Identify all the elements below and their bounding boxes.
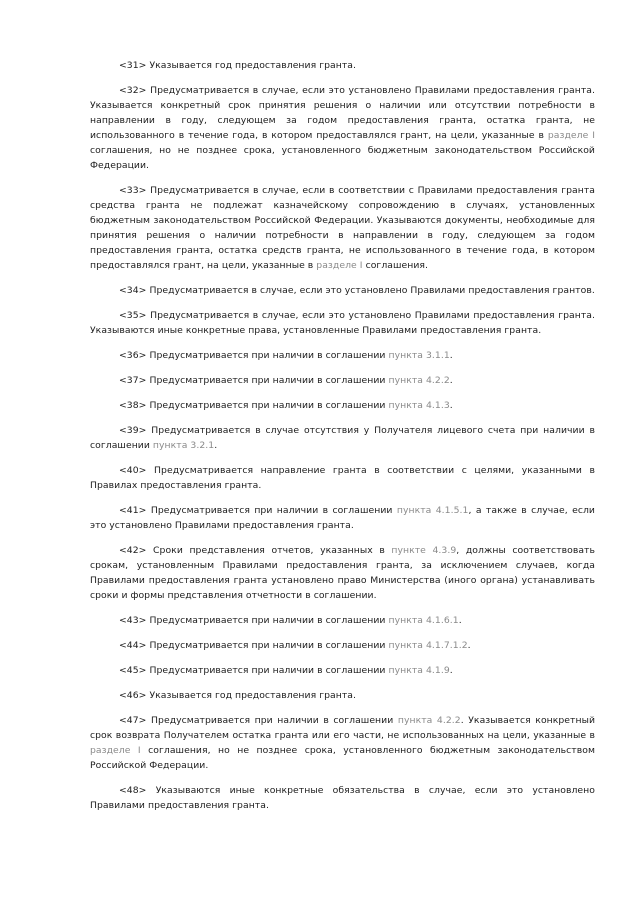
note-text: <44> Предусматривается при наличии в соглашении [119, 640, 389, 651]
note-text: , должны соответствовать срокам, установленным Правилами предоставления гранта, за исключением случаев, когда Правилами предоставления гранта установлено право Министерства (иного органа) устанавливать сроки и формы представления отчетности в соглашении. [90, 545, 595, 601]
reference-link[interactable]: пункта 3.1.1 [388, 350, 450, 361]
note-text: . [449, 350, 453, 361]
footnote-32 [90, 83, 595, 173]
note-text: <48> Указываются иные конкретные обязательства в случае, если это установлено Правилами предоставления гранта. [90, 785, 595, 811]
footnote-48 [90, 783, 595, 813]
note-text: <46> Указывается год предоставления гранта. [119, 690, 356, 701]
footnotes-page [90, 58, 595, 813]
reference-link[interactable]: пункта 4.1.5.1 [396, 505, 469, 516]
note-text: . [449, 375, 453, 386]
footnote-40 [90, 463, 595, 493]
note-text: <31> Указывается год предоставления гранта. [119, 60, 356, 71]
footnote-44 [90, 638, 595, 653]
footnote-46 [90, 688, 595, 703]
note-text: <45> Предусматривается при наличии в соглашении [119, 665, 389, 676]
note-text: соглашения, но не позднее срока, установленного бюджетным законодательством Российской Федерации. [90, 745, 595, 771]
note-text: <38> Предусматривается при наличии в соглашении [119, 400, 389, 411]
note-text: соглашения, но не позднее срока, установленного бюджетным законодательством Российской Федерации. [90, 145, 595, 171]
footnote-45 [90, 663, 595, 678]
reference-link[interactable]: пункта 4.1.7.1.2 [388, 640, 468, 651]
note-text: <37> Предусматривается при наличии в соглашении [119, 375, 389, 386]
reference-link[interactable]: разделе I [316, 260, 363, 271]
note-text: <47> Предусматривается при наличии в соглашении [119, 715, 398, 726]
footnote-37 [90, 373, 595, 388]
note-text: соглашения. [362, 260, 429, 271]
reference-link[interactable]: пункта 4.2.2 [388, 375, 450, 386]
reference-link[interactable]: пункта 4.1.9 [388, 665, 450, 676]
note-text: . [449, 400, 453, 411]
note-text: <35> Предусматривается в случае, если это установлено Правилами предоставления гранта. Указываются иные конкретные права, установленные Правилами предоставления гранта. [90, 310, 595, 336]
reference-link[interactable]: пункта 4.1.3 [388, 400, 450, 411]
note-text: <42> Сроки представления отчетов, указанных в [119, 545, 392, 556]
note-text: . [449, 665, 453, 676]
footnote-38 [90, 398, 595, 413]
footnote-39 [90, 423, 595, 453]
reference-link[interactable]: пункта 3.2.1 [152, 440, 215, 451]
note-text: <33> Предусматривается в случае, если в соответствии с Правилами предоставления гранта средства гранта не подлежат казначейскому сопровождению в случаях, установленных бюджетным законодательством Российской Федерации. Указываются документы, необходимые для принятия решения о наличии потребности в направлении в году, следующем за годом предоставления гранта, остатка средств гранта, не использованного в течение года, в котором предоставлялся грант, на цели, указанные в [90, 185, 595, 271]
reference-link[interactable]: пункта 4.1.6.1 [388, 615, 459, 626]
footnote-31 [90, 58, 595, 73]
footnote-36 [90, 348, 595, 363]
reference-link[interactable]: разделе I [547, 130, 595, 141]
note-text: . [214, 440, 218, 451]
reference-link[interactable]: пункте 4.3.9 [391, 545, 457, 556]
note-text: <43> Предусматривается при наличии в соглашении [119, 615, 389, 626]
note-text: , а также в случае, если это установлено Правилами предоставления гранта. [90, 505, 595, 531]
reference-link[interactable]: разделе I [90, 745, 141, 756]
note-text: . Указывается конкретный срок возврата Получателем остатка гранта или его части, не использованных на цели, указанные в [90, 715, 595, 741]
note-text: . [467, 640, 471, 651]
footnote-42 [90, 543, 595, 603]
footnote-43 [90, 613, 595, 628]
footnote-41 [90, 503, 595, 533]
footnote-35 [90, 308, 595, 338]
footnote-47 [90, 713, 595, 773]
reference-link[interactable]: пункта 4.2.2 [397, 715, 461, 726]
footnote-34 [90, 283, 595, 298]
note-text: <36> Предусматривается при наличии в соглашении [119, 350, 389, 361]
note-text: <40> Предусматривается направление гранта в соответствии с целями, указанными в Правилах предоставления гранта. [90, 465, 595, 491]
footnote-33 [90, 183, 595, 273]
note-text: <34> Предусматривается в случае, если это установлено Правилами предоставления грантов. [119, 285, 595, 296]
note-text: . [458, 615, 462, 626]
note-text: <32> Предусматривается в случае, если это установлено Правилами предоставления гранта. Указывается конкретный срок принятия решения о наличии или отсутствии потребности в направлении в году, следующем за годом предоставления гранта, остатка гранта, не использованного в течение года, в котором предоставлялся грант, на цели, указанные в [90, 85, 595, 141]
note-text: <41> Предусматривается при наличии в соглашении [119, 505, 397, 516]
note-text: <39> Предусматривается в случае отсутствия у Получателя лицевого счета при наличии в соглашении [90, 425, 595, 451]
